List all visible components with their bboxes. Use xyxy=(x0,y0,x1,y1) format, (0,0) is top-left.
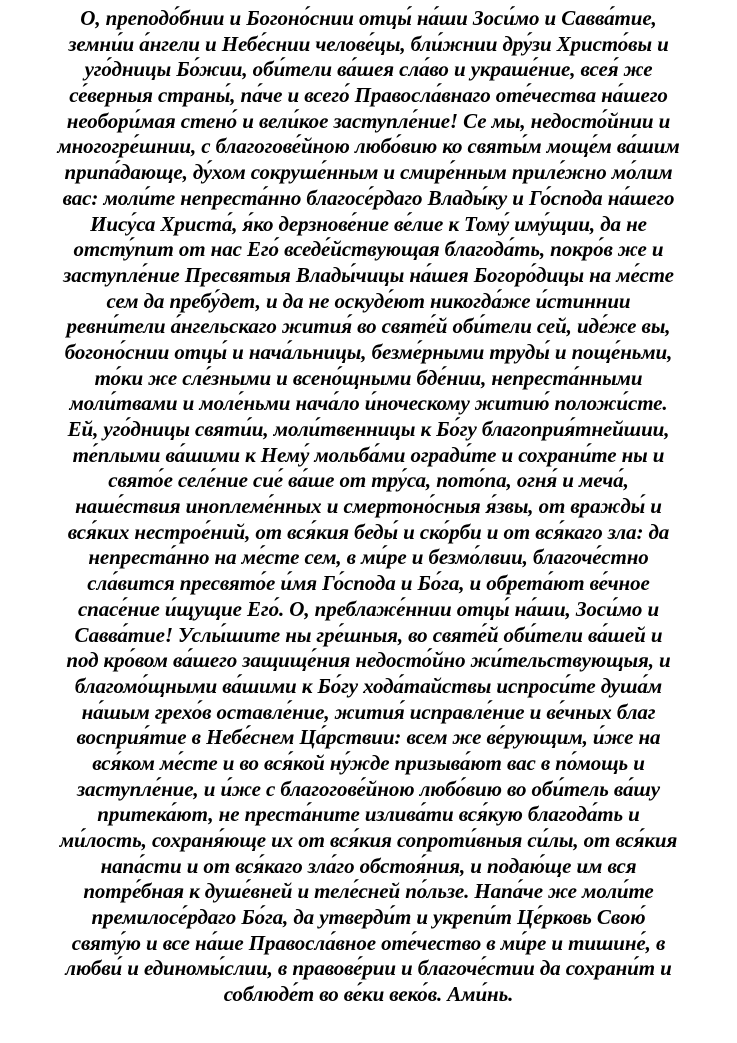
text-line-10: отсту́пит от нас Его́ вседе́йствующая благода́ть, покро́в же и xyxy=(73,237,664,262)
text-line-29: восприя́тие в Небе́снем Ца́рствии: всем же ве́рующим, и́же на xyxy=(76,725,661,750)
text-line-37: святу́ю и все на́ше Правосла́вное оте́чество в ми́ре и тишине́, в xyxy=(71,930,666,955)
text-line-24: спасе́ние и́щущие Его́. О, преблаже́ннии отцы́ на́ши, Зоси́мо и xyxy=(77,596,660,621)
text-line-06: многогре́шнии, с благогове́йною любо́вию ко святы́м моще́м ва́шим xyxy=(57,134,680,159)
text-line-08: вас: моли́те непреста́нно благосе́рдаго Влады́ку и Го́спода на́шего xyxy=(62,185,675,210)
text-line-33: ми́лость, сохраня́юще их от вся́кия сопроти́вныя си́лы, от вся́кия xyxy=(59,828,678,852)
text-line-19: свято́е селе́ние сие́ ва́ше от тру́са, пото́па, огня́ и меча́, xyxy=(108,468,629,493)
text-line-38: любви́ и единомы́слии, в правове́рии и благоче́стии да сохрани́т и xyxy=(65,956,672,981)
text-line-35: потре́бная к душе́вней и теле́сней по́льзе. Напа́че же моли́те xyxy=(83,879,654,904)
text-line-17: Ей, уго́дницы святи́и, моли́твенницы к Бо́гу благоприя́тнейшии, xyxy=(67,417,670,441)
text-line-20: наше́ствия иноплеме́нных и смертоно́сныя я́звы, от вражды́ и xyxy=(75,494,662,519)
text-line-07: припа́дающе, ду́хом сокруше́нным и смире́нным приле́жно мо́лим xyxy=(64,160,673,185)
text-line-05: необори́мая стено́ и вели́кое заступле́ние! Се мы, недосто́йнии и xyxy=(66,108,671,133)
text-line-25: Савва́тие! Услы́шите ны гре́шныя, во святе́й оби́тели ва́шей и xyxy=(74,622,663,647)
text-line-18: те́плыми ва́шими к Нему́ мольба́ми огради́те и сохрани́те ны и xyxy=(72,442,665,467)
text-line-01: О, преподо́бнии и Богоно́снии отцы́ на́ши Зоси́мо и Савва́тие, xyxy=(80,6,657,30)
text-line-28: на́шым грехо́в оставле́ние, жития́ исправле́ние и ве́чных благ xyxy=(81,699,656,724)
text-line-13: ревни́тели а́нгельскаго жития́ во святе́й оби́тели сей, иде́же вы, xyxy=(66,314,671,339)
text-line-12: сем да пребу́дет, и да не оскуде́ют никогда́же и́стиннии xyxy=(106,288,631,313)
text-line-22: непреста́нно на ме́сте сем, в ми́ре и безмо́лвии, благоче́стно xyxy=(88,545,649,570)
text-line-21: вся́ких нестрое́ний, от вся́кия беды́ и ско́рби и от вся́каго зла: да xyxy=(67,519,670,544)
text-line-26: под кро́вом ва́шего защище́ния недосто́йно жи́тельствующыя, и xyxy=(66,648,671,673)
text-line-14: богоно́снии отцы́ и нача́льницы, безме́рными труды́ и поще́ньми, xyxy=(64,339,673,364)
text-line-02: земни́и а́нгели и Небе́снии челове́цы, бли́жнии дру́зи Христо́вы и xyxy=(68,31,669,56)
text-line-27: благомо́щными ва́шими к Бо́гу хода́тайствы испроси́те душа́м xyxy=(74,673,663,698)
text-line-23: сла́вится пресвято́е и́мя Го́спода и Бо́га, и обрета́ют ве́чное xyxy=(87,571,650,596)
text-line-09: Иису́са Христа́, я́ко дерзнове́ние ве́лие к Тому́ иму́щии, да не xyxy=(90,211,647,236)
text-line-39: соблюде́т во ве́ки веко́в. Ами́нь. xyxy=(223,982,514,1007)
text-line-34: напа́сти и от вся́каго зла́го обстоя́ния, и подаю́ще им вся xyxy=(100,853,637,878)
text-line-04: се́верныя страны́, па́че и всего́ Правосла́внаго оте́чества на́шего xyxy=(69,83,668,108)
text-line-30: вся́ком ме́сте и во вся́кой ну́жде призыва́ют вас в по́мощь и xyxy=(92,750,645,775)
text-line-15: то́ки же сле́зными и всено́щными бде́нии, непреста́нными xyxy=(94,365,643,390)
text-line-11: заступле́ние Пресвятыя Влады́чицы на́шея Богоро́дицы на ме́сте xyxy=(63,262,674,287)
text-line-36: премилосе́рдаго Бо́га, да утверди́т и укрепи́т Це́рковь Свою́ xyxy=(91,905,646,930)
prayer-text xyxy=(12,6,725,1008)
text-line-16: моли́твами и моле́ньми нача́ло и́ноческому житию́ положи́сте. xyxy=(69,391,668,416)
text-line-03: уго́дницы Бо́жии, оби́тели ва́шея сла́во и украше́ние, всея́ же xyxy=(84,57,653,82)
text-line-31: заступле́ние, и и́же с благогове́йною любо́вию во оби́тель ва́шу xyxy=(76,776,661,801)
text-line-32: притека́ют, не преста́ните излива́ти вся́кую благода́ть и xyxy=(97,802,640,827)
